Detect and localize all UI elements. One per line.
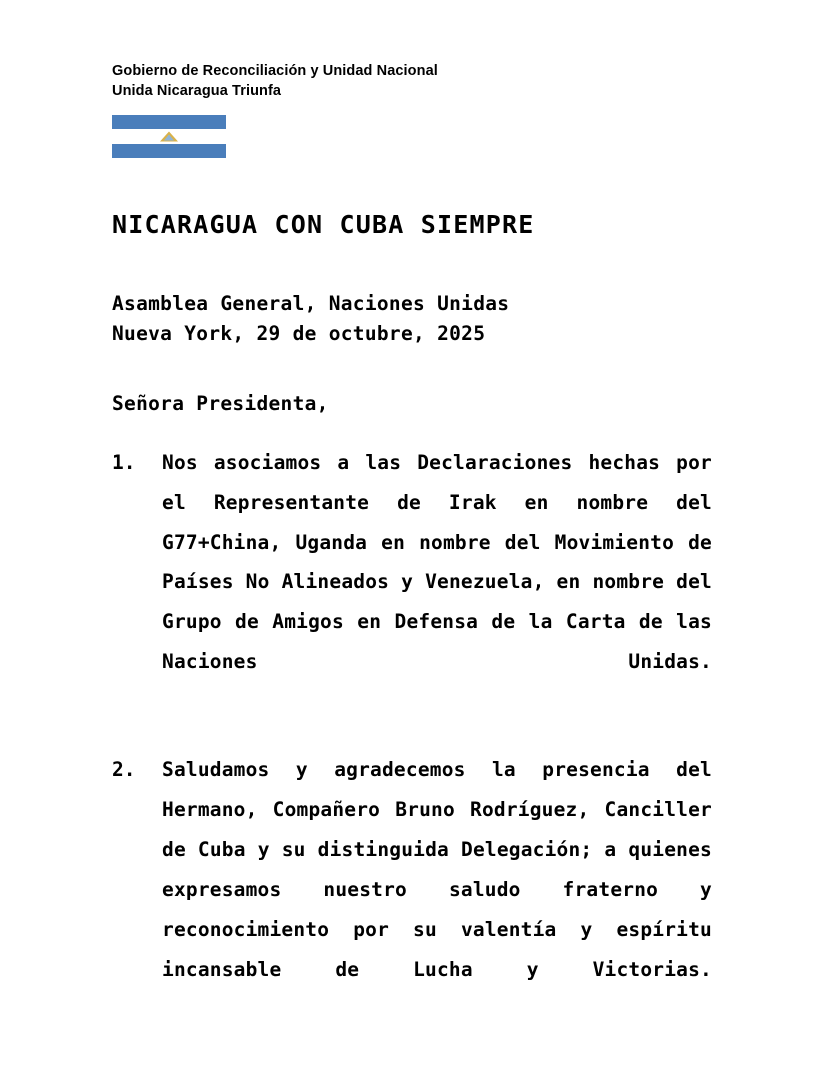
letterhead (112, 62, 712, 101)
salutation: Señora Presidenta, (112, 391, 329, 415)
flag-emblem-triangle-inner (164, 134, 174, 140)
letterhead-line-1: Gobierno de Reconciliación y Unidad Nacional (112, 63, 438, 79)
flag-stripe-bottom (112, 144, 226, 158)
paragraph-2-number: 2. (112, 758, 136, 782)
paragraph-1-number: 1. (112, 450, 136, 474)
nicaragua-flag-icon (112, 115, 226, 158)
document-meta (112, 289, 712, 349)
meta-place-date: Nueva York, 29 de octubre, 2025 (112, 322, 486, 346)
paragraph-1 (112, 443, 712, 723)
meta-venue: Asamblea General, Naciones Unidas (112, 292, 510, 316)
page-title: NICARAGUA CON CUBA SIEMPRE (112, 210, 535, 240)
document-content (112, 62, 712, 1030)
paragraph-2-text: Saludamos y agradecemos la presencia del Hermano, Compañero Bruno Rodríguez, Canciller de Cuba y su distinguida Delegación; a quienes expresamos nuestro saludo fraterno y reconocimiento por su valentía y espíritu incansable de Lucha y Victorias. (162, 758, 712, 982)
letterhead-line-2: Unida Nicaragua Triunfa (112, 82, 282, 99)
flag-emblem-icon (158, 130, 180, 143)
paragraph-2 (112, 750, 712, 1030)
paragraph-1-text: Nos asociamos a las Declaraciones hechas por el Representante de Irak en nombre del G77+China, Uganda en nombre del Movimiento de Países No Alineados y Venezuela, en nombre del Grupo de Amigos en Defensa de la Carta de las Naciones Unidas. (162, 450, 712, 674)
flag-stripe-top (112, 115, 226, 129)
